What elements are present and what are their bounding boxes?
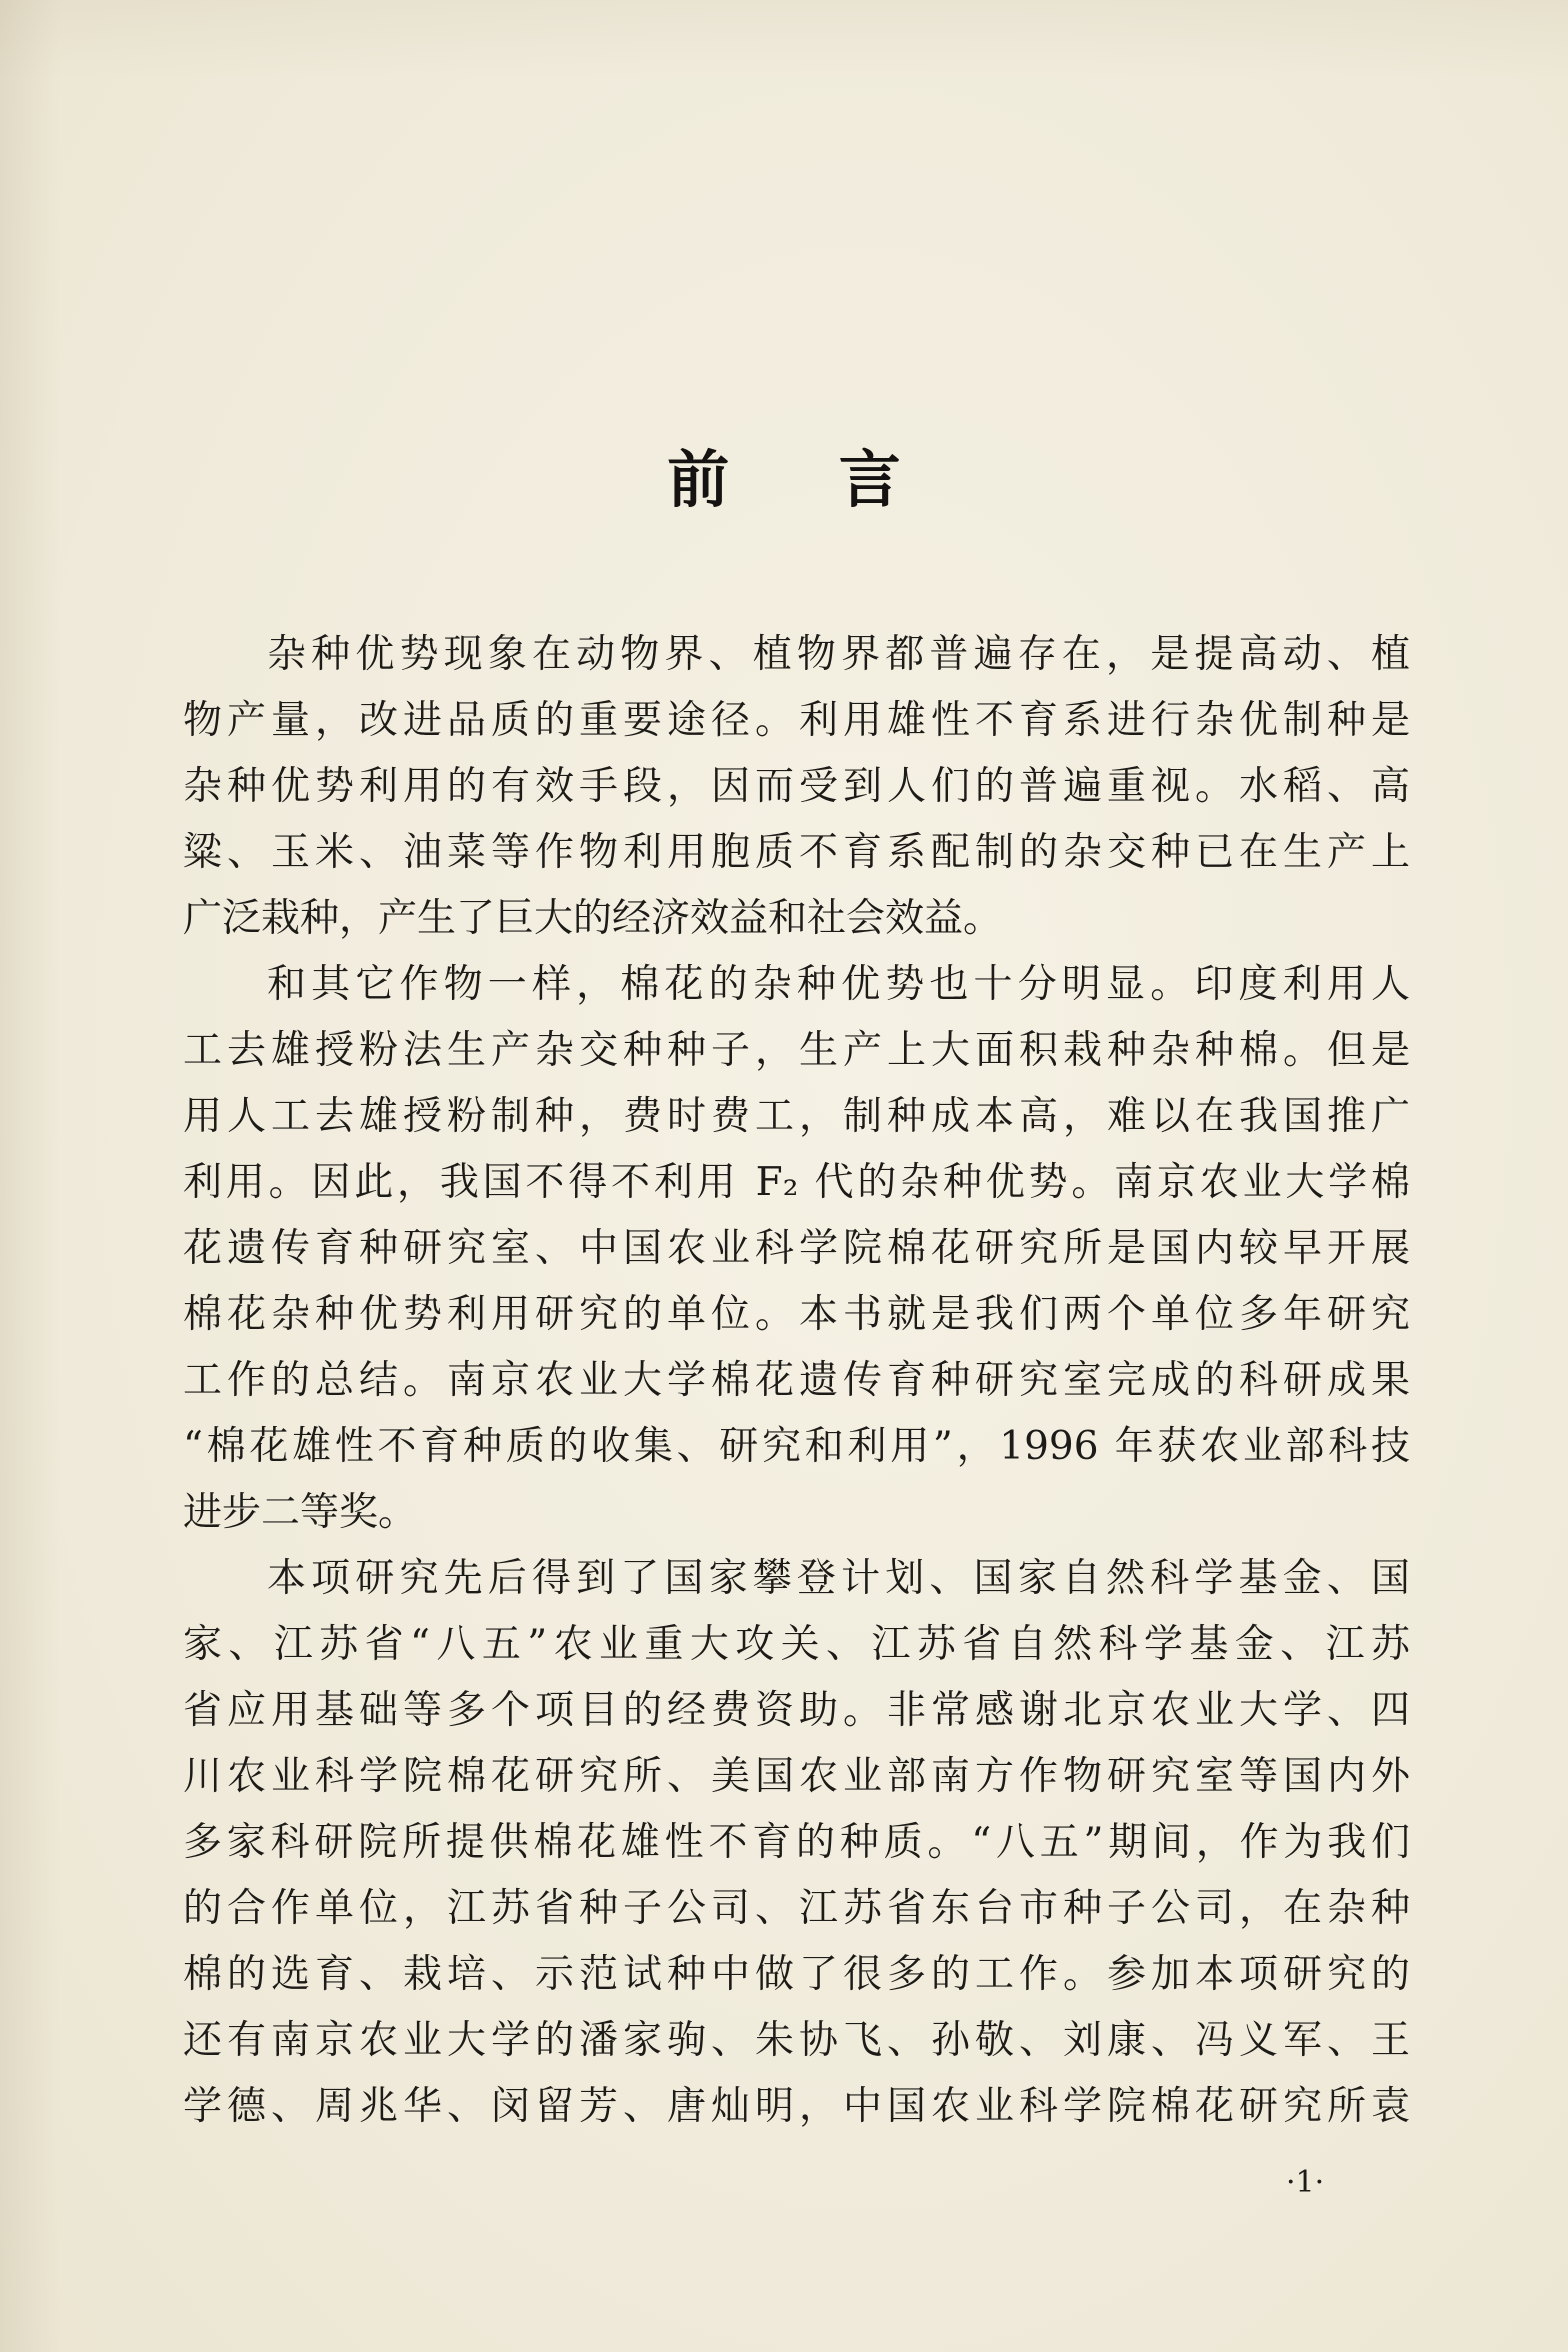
text-line: 还有南京农业大学的潘家驹、朱协飞、孙敬、刘康、冯义军、王 bbox=[183, 2018, 1410, 2063]
text-line: “棉花雄性不育种质的收集、研究和利用”，1996 年获农业部科技 bbox=[183, 1424, 1410, 1469]
text-line: 用人工去雄授粉制种，费时费工，制种成本高，难以在我国推广 bbox=[183, 1094, 1410, 1139]
preface-title: 前 言 bbox=[667, 443, 945, 516]
preface-body bbox=[183, 622, 1410, 2140]
page-number: ·1· bbox=[1286, 2165, 1325, 2200]
text-line: 杂种优势现象在动物界、植物界都普遍存在，是提高动、植 bbox=[267, 632, 1410, 677]
text-line: 工作的总结。南京农业大学棉花遗传育种研究室完成的科研成果 bbox=[183, 1358, 1410, 1403]
text-line: 本项研究先后得到了国家攀登计划、国家自然科学基金、国 bbox=[267, 1556, 1410, 1601]
text-line: 杂种优势利用的有效手段，因而受到人们的普遍重视。水稻、高 bbox=[183, 764, 1410, 809]
text-line: 和其它作物一样，棉花的杂种优势也十分明显。印度利用人 bbox=[267, 962, 1410, 1007]
paragraph-3 bbox=[183, 1546, 1410, 2140]
text-line: 物产量，改进品质的重要途径。利用雄性不育系进行杂优制种是 bbox=[183, 698, 1410, 743]
text-line: 省应用基础等多个项目的经费资助。非常感谢北京农业大学、四 bbox=[183, 1688, 1410, 1733]
text-line: 花遗传育种研究室、中国农业科学院棉花研究所是国内较早开展 bbox=[183, 1226, 1410, 1271]
text-line: 棉的选育、栽培、示范试种中做了很多的工作。参加本项研究的 bbox=[183, 1952, 1410, 1997]
text-line: 利用。因此，我国不得不利用 F₂ 代的杂种优势。南京农业大学棉 bbox=[183, 1160, 1410, 1205]
text-line: 棉花杂种优势利用研究的单位。本书就是我们两个单位多年研究 bbox=[183, 1292, 1410, 1337]
text-line: 广泛栽种，产生了巨大的经济效益和社会效益。 bbox=[183, 896, 1003, 941]
text-line: 川农业科学院棉花研究所、美国农业部南方作物研究室等国内外 bbox=[183, 1754, 1410, 1799]
text-line: 的合作单位，江苏省种子公司、江苏省东台市种子公司，在杂种 bbox=[183, 1886, 1410, 1931]
paragraph-1 bbox=[183, 622, 1410, 952]
text-line: 进步二等奖。 bbox=[183, 1490, 418, 1535]
text-line: 学德、周兆华、闵留芳、唐灿明，中国农业科学院棉花研究所袁 bbox=[183, 2084, 1410, 2129]
text-line: 粱、玉米、油菜等作物利用胞质不育系配制的杂交种已在生产上 bbox=[183, 830, 1410, 875]
paragraph-2 bbox=[183, 952, 1410, 1546]
text-line: 多家科研院所提供棉花雄性不育的种质。“八五”期间，作为我们 bbox=[183, 1820, 1410, 1865]
text-line: 工去雄授粉法生产杂交种种子，生产上大面积栽种杂种棉。但是 bbox=[183, 1028, 1410, 1073]
text-line: 家、江苏省“八五”农业重大攻关、江苏省自然科学基金、江苏 bbox=[183, 1622, 1410, 1667]
